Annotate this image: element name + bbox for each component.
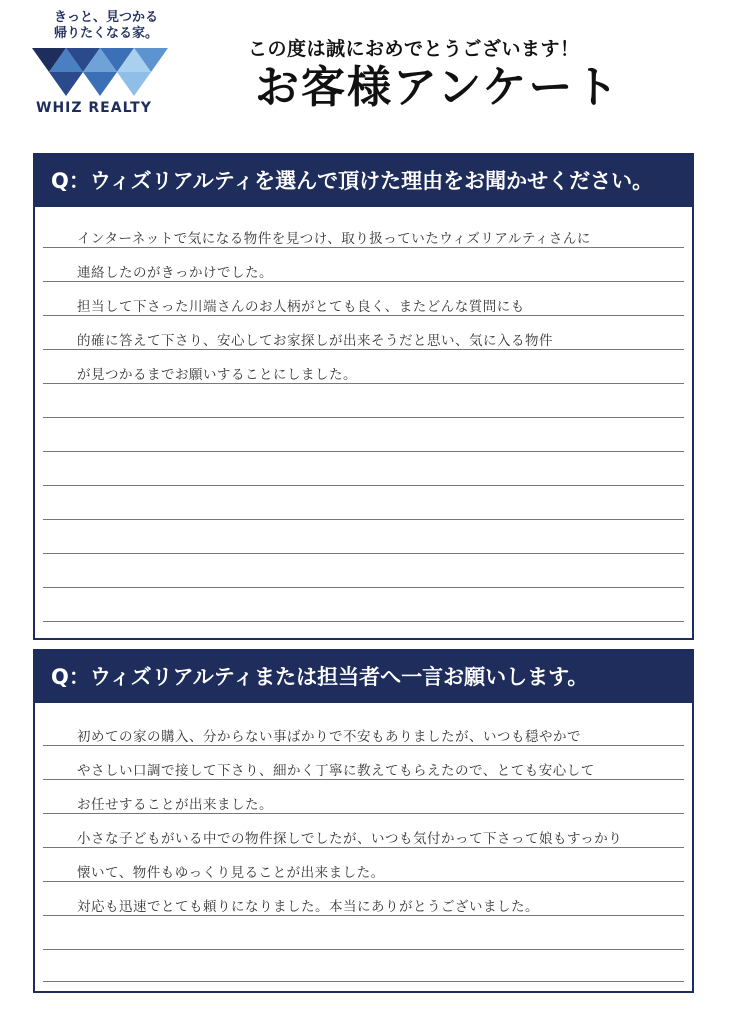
answer-line: 連絡したのがきっかけでした。 [77, 265, 273, 281]
ruled-line [43, 519, 684, 520]
question-1-heading: Q：ウィズリアルティを選んで頂けた理由をお聞かせください。 [35, 155, 692, 207]
ruled-line [43, 779, 684, 780]
ruled-line [43, 745, 684, 746]
ruled-line [43, 247, 684, 248]
ruled-line [43, 281, 684, 282]
answer-1-body [35, 207, 692, 638]
answer-line: 対応も迅速でとても頼りになりました。本当にありがとうございました。 [77, 899, 539, 915]
tagline-line-2: 帰りたくなる家。 [54, 26, 159, 41]
answer-line: 担当して下さった川端さんのお人柄がとても良く、またどんな質問にも [77, 299, 525, 315]
ruled-line [43, 315, 684, 316]
page-subtitle: この度は誠におめでとうございます！ [248, 38, 580, 60]
ruled-line [43, 881, 684, 882]
ruled-line [43, 485, 684, 486]
ruled-line [43, 813, 684, 814]
ruled-line [43, 981, 684, 982]
answer-line: やさしい口調で接して下さり、細かく丁寧に教えてもらえたので、とても安心して [77, 763, 595, 779]
ruled-line [43, 621, 684, 622]
page-title: お客様アンケート [255, 62, 621, 113]
logo-block [30, 10, 180, 116]
tagline-line-1: きっと、見つかる [54, 10, 159, 25]
ruled-line [43, 553, 684, 554]
answer-line: 的確に答えて下さり、安心してお家探しが出来そうだと思い、気に入る物件 [77, 333, 553, 349]
ruled-line [43, 349, 684, 350]
ruled-line [43, 847, 684, 848]
ruled-line [43, 451, 684, 452]
ruled-line [43, 383, 684, 384]
ruled-line [43, 949, 684, 950]
answer-line: インターネットで気になる物件を見つけ、取り扱っていたウィズリアルティさんに [77, 231, 591, 247]
answer-line: お任せすることが出来ました。 [77, 797, 273, 813]
answer-2-body [35, 703, 692, 991]
company-name: WHIZ REALTY [36, 100, 152, 116]
answer-line: 初めての家の購入、分からない事ばかりで不安もありましたが、いつも穏やかで [77, 729, 581, 745]
answer-line: 小さな子どもがいる中での物件探しでしたが、いつも気付かって下さって娘もすっかり [77, 831, 623, 847]
whiz-realty-logo-mark [30, 46, 170, 98]
ruled-line [43, 587, 684, 588]
answer-line: 懐いて、物件もゆっくり見ることが出来ました。 [77, 865, 385, 881]
ruled-line [43, 915, 684, 916]
answer-line: が見つかるまでお願いすることにしました。 [77, 367, 357, 383]
question-2-heading: Q：ウィズリアルティまたは担当者へ一言お願いします。 [35, 651, 692, 703]
question-section-2 [33, 649, 694, 993]
question-section-1 [33, 153, 694, 640]
ruled-line [43, 417, 684, 418]
